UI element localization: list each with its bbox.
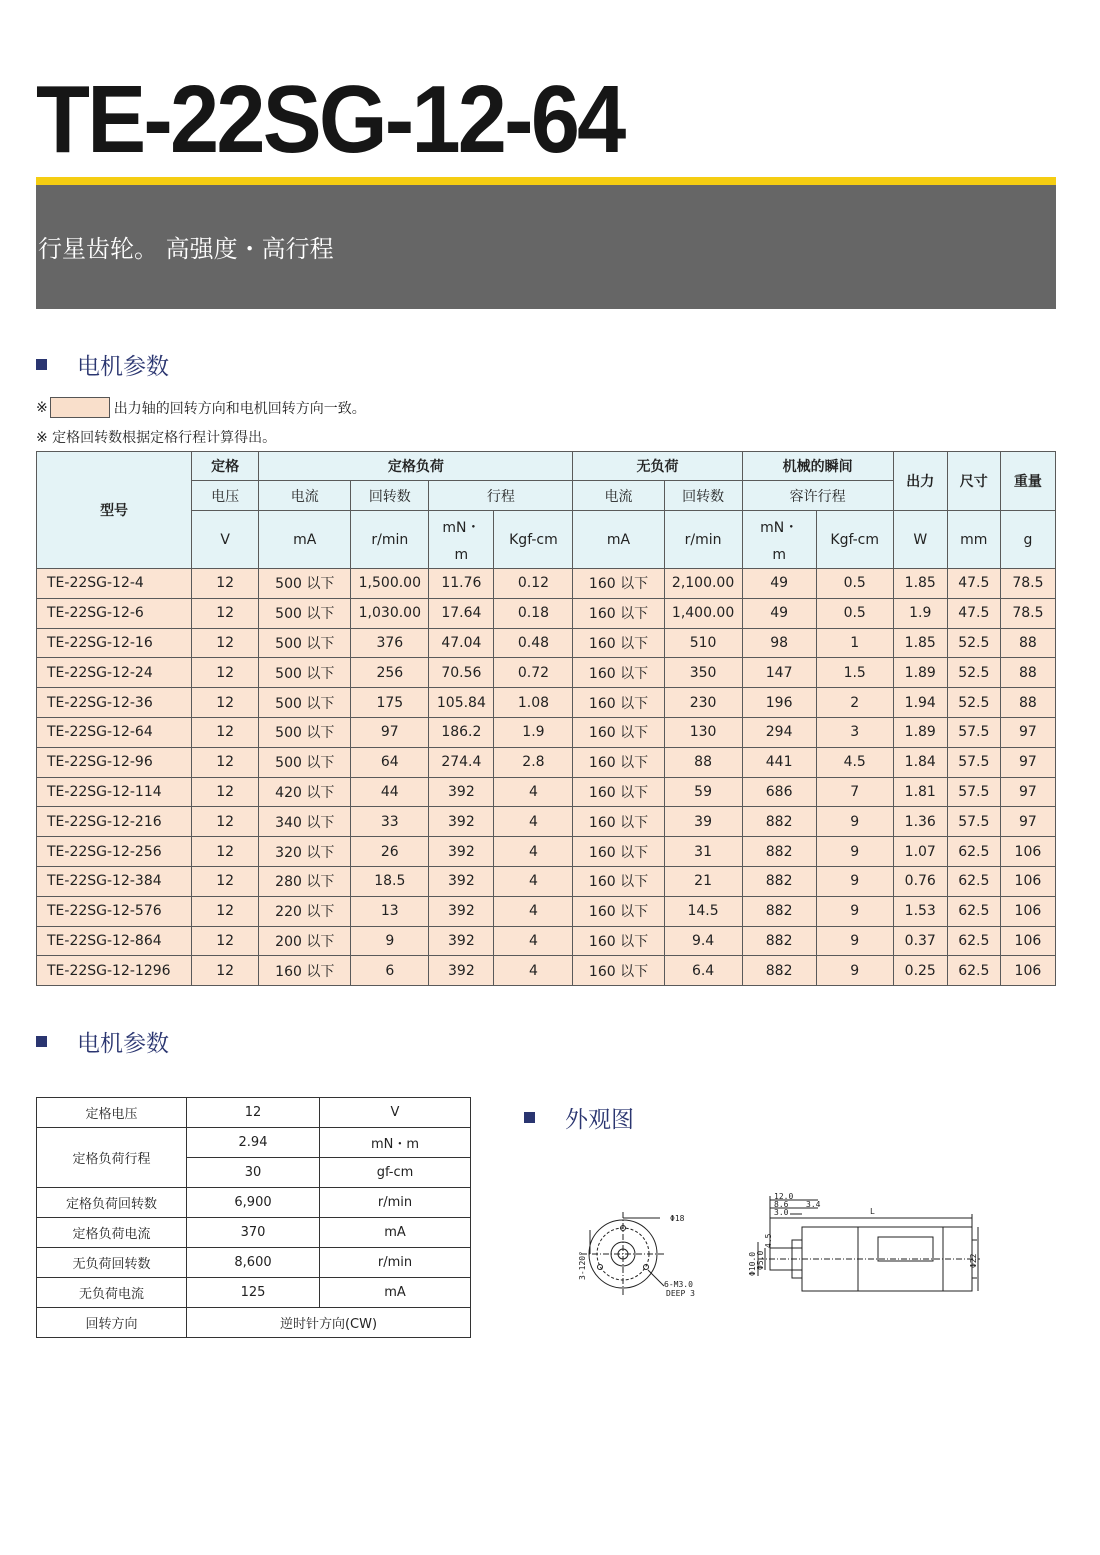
- front-view: [581, 1212, 665, 1296]
- unit-ma: mA: [259, 511, 351, 569]
- cell-torque-kgf: 4: [494, 866, 573, 896]
- cell-torque-kgf: 4: [494, 837, 573, 867]
- cell-current: 500 以下: [259, 688, 351, 718]
- cell-nl-current: 160 以下: [573, 837, 664, 867]
- cell-allow-kgf: 0.5: [816, 569, 893, 599]
- cell-size: 62.5: [947, 956, 1000, 986]
- spec-table-body: [37, 569, 1056, 986]
- cell-current: 200 以下: [259, 926, 351, 956]
- section-heading-text: 电机参数: [77, 354, 169, 380]
- cell-nl-current: 160 以下: [573, 956, 664, 986]
- cell-output: 1.9: [893, 598, 947, 628]
- cell-size: 57.5: [947, 747, 1000, 777]
- cell-weight: 106: [1000, 837, 1055, 867]
- cell-torque-mnm: 392: [429, 807, 494, 837]
- dim-deep: DEEP 3: [666, 1289, 695, 1298]
- color-swatch: [50, 397, 110, 418]
- cell-nl-current: 160 以下: [573, 866, 664, 896]
- label-area: [878, 1237, 933, 1261]
- cell-rated-voltage: 12: [192, 628, 259, 658]
- unit-mnm2: [742, 511, 816, 569]
- cell-allow-mnm: 294: [742, 717, 816, 747]
- cell-allow-kgf: 0.5: [816, 598, 893, 628]
- table-row: [37, 1128, 471, 1158]
- cell-torque-mnm: 392: [429, 926, 494, 956]
- cell-size: 62.5: [947, 896, 1000, 926]
- param-value: 2.94: [187, 1128, 320, 1158]
- header-no-load: 无负荷: [573, 452, 742, 481]
- param-unit: V: [320, 1098, 471, 1128]
- cell-allow-mnm: 882: [742, 956, 816, 986]
- header-allow-torque: 容许行程: [742, 481, 893, 511]
- cell-output: 1.53: [893, 896, 947, 926]
- unit-rmin: r/min: [351, 511, 429, 569]
- cell-torque-kgf: 1.9: [494, 717, 573, 747]
- header-model: 型号: [37, 452, 192, 569]
- cell-model: TE-22SG-12-36: [37, 688, 192, 718]
- cell-rated-voltage: 12: [192, 747, 259, 777]
- cell-allow-mnm: 147: [742, 658, 816, 688]
- cell-speed: 256: [351, 658, 429, 688]
- cell-torque-mnm: 392: [429, 956, 494, 986]
- cell-torque-kgf: 0.72: [494, 658, 573, 688]
- cell-model: TE-22SG-12-216: [37, 807, 192, 837]
- cell-allow-mnm: 882: [742, 896, 816, 926]
- cell-allow-kgf: 9: [816, 866, 893, 896]
- cell-speed: 18.5: [351, 866, 429, 896]
- header-rated-voltage: 电压: [192, 481, 259, 511]
- param-label: 无负荷回转数: [37, 1248, 187, 1278]
- cell-allow-kgf: 1.5: [816, 658, 893, 688]
- table-row: [37, 837, 1056, 867]
- cell-current: 500 以下: [259, 628, 351, 658]
- dim-45: 4.5: [764, 1233, 773, 1248]
- cell-speed: 376: [351, 628, 429, 658]
- cell-torque-kgf: 4: [494, 777, 573, 807]
- dim-86: 8.6: [774, 1200, 789, 1209]
- param-unit: gf-cm: [320, 1158, 471, 1188]
- cell-nl-speed: 510: [664, 628, 742, 658]
- cell-nl-speed: 39: [664, 807, 742, 837]
- cell-weight: 106: [1000, 926, 1055, 956]
- cell-allow-kgf: 2: [816, 688, 893, 718]
- table-row: [37, 1308, 471, 1338]
- cell-size: 47.5: [947, 569, 1000, 599]
- cell-size: 57.5: [947, 807, 1000, 837]
- cell-torque-kgf: 0.48: [494, 628, 573, 658]
- cell-allow-mnm: 882: [742, 807, 816, 837]
- param-unit: r/min: [320, 1188, 471, 1218]
- cell-allow-kgf: 1: [816, 628, 893, 658]
- unit-w: W: [893, 511, 947, 569]
- table-row: [37, 598, 1056, 628]
- cell-model: TE-22SG-12-256: [37, 837, 192, 867]
- param-table: [36, 1097, 471, 1338]
- header-torque: 行程: [429, 481, 573, 511]
- cell-output: 1.81: [893, 777, 947, 807]
- param-value: 30: [187, 1158, 320, 1188]
- header-current: 电流: [259, 481, 351, 511]
- dim-12: 12.0: [774, 1192, 794, 1201]
- cell-torque-mnm: 392: [429, 837, 494, 867]
- cell-allow-mnm: 49: [742, 569, 816, 599]
- cell-torque-mnm: 47.04: [429, 628, 494, 658]
- cell-weight: 88: [1000, 658, 1055, 688]
- header-speed: 回转数: [351, 481, 429, 511]
- table-row: [37, 1218, 471, 1248]
- table-row: [37, 896, 1056, 926]
- param-value: 12: [187, 1098, 320, 1128]
- cell-model: TE-22SG-12-96: [37, 747, 192, 777]
- param-value: 370: [187, 1218, 320, 1248]
- cell-current: 280 以下: [259, 866, 351, 896]
- cell-weight: 97: [1000, 747, 1055, 777]
- cell-allow-mnm: 196: [742, 688, 816, 718]
- cell-output: 1.89: [893, 658, 947, 688]
- cell-nl-current: 160 以下: [573, 658, 664, 688]
- bullet-square-icon: [524, 1112, 535, 1123]
- cell-nl-current: 160 以下: [573, 807, 664, 837]
- cell-rated-voltage: 12: [192, 807, 259, 837]
- cell-weight: 106: [1000, 866, 1055, 896]
- cell-speed: 44: [351, 777, 429, 807]
- cell-nl-speed: 21: [664, 866, 742, 896]
- cell-model: TE-22SG-12-64: [37, 717, 192, 747]
- cell-output: 1.94: [893, 688, 947, 718]
- cell-rated-voltage: 12: [192, 837, 259, 867]
- section-heading-motor-params: [36, 348, 169, 381]
- dim-phi22: Φ22: [969, 1253, 978, 1268]
- table-row: [37, 777, 1056, 807]
- table-row: [37, 1188, 471, 1218]
- cell-output: 1.36: [893, 807, 947, 837]
- note-mark: ※: [36, 399, 48, 416]
- header-weight: 重量: [1000, 452, 1055, 511]
- cell-torque-kgf: 4: [494, 896, 573, 926]
- section-heading-text: 电机参数: [77, 1031, 169, 1057]
- cell-current: 500 以下: [259, 598, 351, 628]
- cell-size: 62.5: [947, 837, 1000, 867]
- cell-weight: 97: [1000, 807, 1055, 837]
- cell-allow-mnm: 98: [742, 628, 816, 658]
- cell-current: 500 以下: [259, 569, 351, 599]
- cell-current: 500 以下: [259, 717, 351, 747]
- unit-g: g: [1000, 511, 1055, 569]
- cell-output: 1.89: [893, 717, 947, 747]
- table-row: [37, 807, 1056, 837]
- cell-nl-current: 160 以下: [573, 926, 664, 956]
- cell-model: TE-22SG-12-384: [37, 866, 192, 896]
- cell-torque-mnm: 392: [429, 866, 494, 896]
- cell-weight: 106: [1000, 956, 1055, 986]
- param-label: 回转方向: [37, 1308, 187, 1338]
- section-heading-motor-params-2: [36, 1025, 169, 1058]
- param-unit: mA: [320, 1218, 471, 1248]
- cell-torque-kgf: 2.8: [494, 747, 573, 777]
- cell-speed: 9: [351, 926, 429, 956]
- cell-allow-kgf: 9: [816, 807, 893, 837]
- cell-torque-kgf: 4: [494, 956, 573, 986]
- table-row: [37, 747, 1056, 777]
- param-label: 定格负荷行程: [37, 1128, 187, 1188]
- cell-allow-kgf: 4.5: [816, 747, 893, 777]
- cell-current: 220 以下: [259, 896, 351, 926]
- unit-mnm: [429, 511, 494, 569]
- cell-size: 52.5: [947, 688, 1000, 718]
- dim-phi18: Φ18: [670, 1214, 685, 1223]
- cell-size: 62.5: [947, 866, 1000, 896]
- cell-rated-voltage: 12: [192, 658, 259, 688]
- unit-mnm-line1: mN・: [442, 519, 481, 536]
- cell-speed: 1,500.00: [351, 569, 429, 599]
- dim-phi10: Φ10.0: [748, 1251, 757, 1276]
- cell-nl-speed: 6.4: [664, 956, 742, 986]
- cell-speed: 97: [351, 717, 429, 747]
- dim-phi5: Φ5.0: [756, 1250, 765, 1270]
- unit-ma2: mA: [573, 511, 664, 569]
- cell-model: TE-22SG-12-576: [37, 896, 192, 926]
- cell-output: 0.25: [893, 956, 947, 986]
- cell-nl-current: 160 以下: [573, 777, 664, 807]
- cell-nl-speed: 230: [664, 688, 742, 718]
- table-row: [37, 1098, 471, 1128]
- cell-rated-voltage: 12: [192, 777, 259, 807]
- table-row: [37, 658, 1056, 688]
- leader-line: [648, 1270, 664, 1286]
- cell-speed: 64: [351, 747, 429, 777]
- cell-torque-mnm: 70.56: [429, 658, 494, 688]
- cell-output: 1.85: [893, 628, 947, 658]
- cell-size: 52.5: [947, 628, 1000, 658]
- cell-allow-mnm: 49: [742, 598, 816, 628]
- cell-output: 1.07: [893, 837, 947, 867]
- cell-allow-kgf: 9: [816, 926, 893, 956]
- cell-allow-kgf: 7: [816, 777, 893, 807]
- cell-size: 47.5: [947, 598, 1000, 628]
- cell-torque-mnm: 274.4: [429, 747, 494, 777]
- cell-torque-mnm: 186.2: [429, 717, 494, 747]
- param-label: 定格电压: [37, 1098, 187, 1128]
- cell-allow-mnm: 686: [742, 777, 816, 807]
- cell-allow-mnm: 882: [742, 866, 816, 896]
- cell-torque-kgf: 0.12: [494, 569, 573, 599]
- cell-rated-voltage: 12: [192, 926, 259, 956]
- cell-output: 1.85: [893, 569, 947, 599]
- cell-nl-current: 160 以下: [573, 747, 664, 777]
- cell-speed: 26: [351, 837, 429, 867]
- cell-nl-speed: 2,100.00: [664, 569, 742, 599]
- note-2: [36, 427, 276, 447]
- param-unit: r/min: [320, 1248, 471, 1278]
- cell-nl-speed: 130: [664, 717, 742, 747]
- cell-torque-mnm: 105.84: [429, 688, 494, 718]
- banner: [36, 185, 1056, 309]
- cell-torque-kgf: 4: [494, 807, 573, 837]
- cell-nl-current: 160 以下: [573, 628, 664, 658]
- dim-34: 3.4: [806, 1200, 821, 1209]
- param-label: 定格负荷回转数: [37, 1188, 187, 1218]
- cell-nl-speed: 9.4: [664, 926, 742, 956]
- header-nl-current: 电流: [573, 481, 664, 511]
- unit-mnm2-line2: m: [772, 546, 786, 563]
- param-unit: mA: [320, 1278, 471, 1308]
- unit-mnm-line2: m: [454, 546, 469, 563]
- cell-current: 420 以下: [259, 777, 351, 807]
- cell-weight: 97: [1000, 777, 1055, 807]
- cell-torque-mnm: 11.76: [429, 569, 494, 599]
- header-output: 出力: [893, 452, 947, 511]
- cell-nl-current: 160 以下: [573, 688, 664, 718]
- dim-m30: 6-M3.0: [664, 1280, 693, 1289]
- cell-model: TE-22SG-12-4: [37, 569, 192, 599]
- cell-current: 340 以下: [259, 807, 351, 837]
- cell-weight: 97: [1000, 717, 1055, 747]
- cell-size: 52.5: [947, 658, 1000, 688]
- cell-rated-voltage: 12: [192, 569, 259, 599]
- header-nl-speed: 回转数: [664, 481, 742, 511]
- cell-model: TE-22SG-12-864: [37, 926, 192, 956]
- dim-30: 3.0: [774, 1208, 789, 1217]
- param-value: 逆时针方向(CW): [187, 1308, 471, 1338]
- cell-speed: 175: [351, 688, 429, 718]
- cell-size: 57.5: [947, 777, 1000, 807]
- cell-nl-speed: 350: [664, 658, 742, 688]
- cell-model: TE-22SG-12-6: [37, 598, 192, 628]
- cell-weight: 78.5: [1000, 598, 1055, 628]
- header-rated: 定格: [192, 452, 259, 481]
- header-rated-load: 定格负荷: [259, 452, 573, 481]
- table-row: [37, 1278, 471, 1308]
- cell-current: 500 以下: [259, 658, 351, 688]
- cell-rated-voltage: 12: [192, 598, 259, 628]
- cell-allow-kgf: 9: [816, 956, 893, 986]
- header-mech: 机械的瞬间: [742, 452, 893, 481]
- cell-model: TE-22SG-12-16: [37, 628, 192, 658]
- accent-bar: [36, 177, 1056, 185]
- cell-rated-voltage: 12: [192, 896, 259, 926]
- param-value: 6,900: [187, 1188, 320, 1218]
- param-label: 无负荷电流: [37, 1278, 187, 1308]
- cell-torque-mnm: 392: [429, 777, 494, 807]
- note-1-text: 出力轴的回转方向和电机回转方向一致。: [113, 400, 366, 417]
- unit-rmin2: r/min: [664, 511, 742, 569]
- param-unit: mN・m: [320, 1128, 471, 1158]
- cell-output: 1.84: [893, 747, 947, 777]
- cell-output: 0.37: [893, 926, 947, 956]
- table-row: [37, 628, 1056, 658]
- outline-drawing: [560, 1190, 980, 1310]
- side-view: [758, 1196, 980, 1291]
- cell-current: 320 以下: [259, 837, 351, 867]
- cell-allow-kgf: 9: [816, 837, 893, 867]
- table-row: [37, 956, 1056, 986]
- note-2-text: ※ 定格回转数根据定格行程计算得出。: [36, 430, 277, 446]
- table-row: [37, 569, 1056, 599]
- table-row: [37, 688, 1056, 718]
- note-1: [36, 397, 366, 418]
- page-title: TE-22SG-12-64: [36, 66, 624, 173]
- cell-speed: 1,030.00: [351, 598, 429, 628]
- header-size: 尺寸: [947, 452, 1000, 511]
- banner-tagline: 行星齿轮。 高强度・高行程: [38, 235, 334, 263]
- table-row: [37, 1248, 471, 1278]
- param-label: 定格负荷电流: [37, 1218, 187, 1248]
- table-row: [37, 866, 1056, 896]
- cell-allow-kgf: 9: [816, 896, 893, 926]
- cell-nl-speed: 31: [664, 837, 742, 867]
- cell-allow-mnm: 882: [742, 926, 816, 956]
- dim-L: L: [870, 1207, 875, 1216]
- cell-allow-kgf: 3: [816, 717, 893, 747]
- cell-current: 500 以下: [259, 747, 351, 777]
- cell-speed: 33: [351, 807, 429, 837]
- section-heading-outline: [524, 1101, 634, 1134]
- cell-speed: 13: [351, 896, 429, 926]
- cell-nl-current: 160 以下: [573, 896, 664, 926]
- cell-rated-voltage: 12: [192, 717, 259, 747]
- cell-size: 57.5: [947, 717, 1000, 747]
- unit-mnm2-line1: mN・: [760, 519, 799, 536]
- spec-table: [36, 451, 1056, 986]
- dim-3x120: 3-120°: [578, 1251, 587, 1280]
- bullet-square-icon: [36, 359, 47, 370]
- cell-nl-speed: 14.5: [664, 896, 742, 926]
- cell-rated-voltage: 12: [192, 956, 259, 986]
- table-row: [37, 717, 1056, 747]
- cell-torque-kgf: 0.18: [494, 598, 573, 628]
- cell-nl-speed: 88: [664, 747, 742, 777]
- unit-mm: mm: [947, 511, 1000, 569]
- cell-nl-current: 160 以下: [573, 598, 664, 628]
- param-value: 125: [187, 1278, 320, 1308]
- cell-nl-current: 160 以下: [573, 717, 664, 747]
- cell-size: 62.5: [947, 926, 1000, 956]
- table-row: [37, 926, 1056, 956]
- cell-weight: 106: [1000, 896, 1055, 926]
- unit-kgf: Kgf-cm: [494, 511, 573, 569]
- cell-weight: 78.5: [1000, 569, 1055, 599]
- cell-nl-current: 160 以下: [573, 569, 664, 599]
- cell-weight: 88: [1000, 688, 1055, 718]
- cell-torque-mnm: 392: [429, 896, 494, 926]
- cell-model: TE-22SG-12-24: [37, 658, 192, 688]
- cell-torque-kgf: 1.08: [494, 688, 573, 718]
- cell-nl-speed: 59: [664, 777, 742, 807]
- section-heading-text: 外观图: [565, 1107, 634, 1133]
- bullet-square-icon: [36, 1036, 47, 1047]
- cell-current: 160 以下: [259, 956, 351, 986]
- cell-torque-mnm: 17.64: [429, 598, 494, 628]
- cell-allow-mnm: 441: [742, 747, 816, 777]
- cell-torque-kgf: 4: [494, 926, 573, 956]
- cell-allow-mnm: 882: [742, 837, 816, 867]
- cell-nl-speed: 1,400.00: [664, 598, 742, 628]
- unit-v: V: [192, 511, 259, 569]
- unit-kgf2: Kgf-cm: [816, 511, 893, 569]
- cell-model: TE-22SG-12-114: [37, 777, 192, 807]
- cell-model: TE-22SG-12-1296: [37, 956, 192, 986]
- cell-rated-voltage: 12: [192, 866, 259, 896]
- cell-output: 0.76: [893, 866, 947, 896]
- cell-weight: 88: [1000, 628, 1055, 658]
- cell-rated-voltage: 12: [192, 688, 259, 718]
- cell-speed: 6: [351, 956, 429, 986]
- param-value: 8,600: [187, 1248, 320, 1278]
